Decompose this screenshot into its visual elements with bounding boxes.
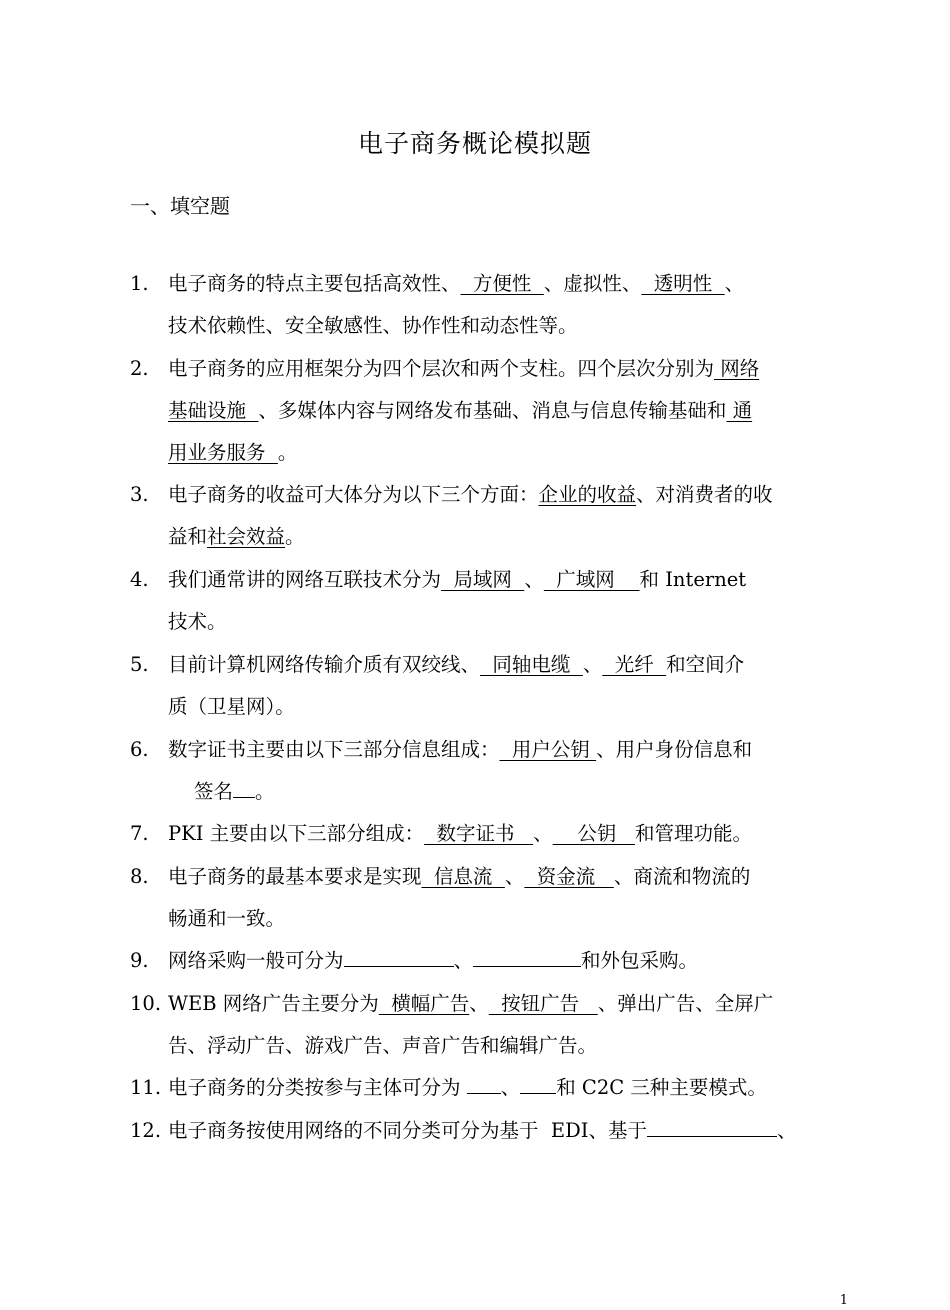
answer-blank: 光纤 bbox=[602, 653, 667, 676]
question-7 bbox=[130, 813, 850, 855]
question-number: 1. bbox=[130, 272, 149, 295]
answer-blank: 用户公钥 bbox=[499, 738, 597, 761]
question-text: 签名 bbox=[194, 780, 234, 803]
answer-blank: 企业的收益 bbox=[538, 483, 637, 506]
question-text: 电子商务的收益可大体分为以下三个方面： bbox=[168, 483, 539, 506]
question-text: 质（卫星网）。 bbox=[168, 695, 295, 718]
question-number: 5. bbox=[130, 653, 149, 676]
answer-blank: 透明性 bbox=[641, 272, 725, 295]
page-number: 1 bbox=[839, 1293, 848, 1308]
question-number: 12. bbox=[130, 1119, 162, 1142]
question-text: 和外包采购。 bbox=[581, 949, 699, 972]
question-text: 、弹出广告、全屏广 bbox=[597, 992, 774, 1015]
answer-blank bbox=[647, 1110, 777, 1137]
question-text: 网络采购一般可分为 bbox=[168, 949, 344, 972]
question-2 bbox=[130, 348, 850, 474]
question-number: 11. bbox=[130, 1076, 162, 1099]
answer-blank: 同轴电缆 bbox=[480, 653, 583, 676]
question-11 bbox=[130, 1067, 850, 1109]
answer-blank bbox=[467, 1067, 501, 1094]
question-4 bbox=[130, 559, 850, 643]
answer-blank: 公钥 bbox=[552, 822, 635, 845]
answer-blank: 横幅广告 bbox=[378, 992, 470, 1015]
question-3 bbox=[130, 474, 850, 558]
question-number: 10. bbox=[130, 992, 162, 1015]
question-number: 8. bbox=[130, 865, 149, 888]
question-text: 和 Internet bbox=[639, 568, 747, 591]
answer-blank: 通 bbox=[726, 399, 753, 422]
answer-blank: 方便性 bbox=[460, 272, 544, 295]
answer-blank: 信息流 bbox=[421, 865, 505, 888]
question-text: 、 bbox=[504, 865, 525, 888]
answer-blank bbox=[344, 940, 454, 967]
answer-blank: 社会效益 bbox=[207, 525, 286, 548]
answer-blank: 基础设施 bbox=[168, 399, 259, 422]
question-text: 和 C2C 三种主要模式。 bbox=[556, 1076, 767, 1099]
question-text: 、 bbox=[524, 568, 544, 591]
question-text: 益和 bbox=[168, 525, 208, 548]
question-text: 和管理功能。 bbox=[635, 822, 753, 845]
question-text: 、多媒体内容与网络发布基础、消息与信息传输基础和 bbox=[258, 399, 727, 422]
section-heading: 一、填空题 bbox=[130, 194, 230, 218]
question-number: 9. bbox=[130, 949, 149, 972]
question-text: 技术。 bbox=[168, 610, 227, 633]
question-text: 。 bbox=[285, 525, 305, 548]
question-text: 电子商务的分类按参与主体可分为 bbox=[168, 1076, 467, 1099]
question-5 bbox=[130, 644, 850, 728]
answer-blank: 按钮广告 bbox=[488, 992, 598, 1015]
question-text: 、用户身份信息和 bbox=[596, 738, 753, 761]
answer-blank: 局域网 bbox=[441, 568, 525, 591]
answer-blank: 广域网 bbox=[543, 568, 640, 591]
question-text: 、 bbox=[776, 1119, 797, 1142]
question-number: 4. bbox=[130, 568, 149, 591]
question-text: 电子商务的最基本要求是实现 bbox=[168, 865, 422, 888]
answer-blank bbox=[520, 1067, 556, 1094]
question-text: 技术依赖性、安全敏感性、协作性和动态性等。 bbox=[168, 314, 578, 337]
question-text: 电子商务按使用网络的不同分类可分为基于 EDI、基于 bbox=[168, 1119, 647, 1142]
question-text: PKI 主要由以下三部分组成： bbox=[168, 822, 425, 845]
question-8 bbox=[130, 856, 850, 940]
question-number: 2. bbox=[130, 357, 149, 380]
question-text: 、 bbox=[500, 1076, 521, 1099]
question-text: 、 bbox=[469, 992, 489, 1015]
question-text: 、对消费者的收 bbox=[636, 483, 773, 506]
answer-blank: 数字证书 bbox=[424, 822, 534, 845]
question-text: WEB 网络广告主要分为 bbox=[168, 992, 379, 1015]
question-number: 7. bbox=[130, 822, 149, 845]
question-number: 3. bbox=[130, 483, 149, 506]
answer-blank bbox=[233, 771, 255, 798]
page-title: 电子商务概论模拟题 bbox=[357, 129, 592, 158]
question-text: 告、浮动广告、游戏广告、声音广告和编辑广告。 bbox=[168, 1034, 598, 1057]
answer-blank: 网络 bbox=[714, 357, 760, 380]
question-1 bbox=[130, 263, 850, 347]
question-text: 、 bbox=[582, 653, 603, 676]
question-number: 6. bbox=[130, 738, 149, 761]
question-6: 6. 数字证书主要由以下三部分信息组成： 用户公钥 、用户身份信息和 签名 。 bbox=[130, 729, 850, 813]
question-12 bbox=[130, 1110, 850, 1152]
question-text: 电子商务的特点主要包括高效性、 bbox=[168, 272, 461, 295]
question-text: 。 bbox=[277, 441, 298, 464]
question-text: 数字证书主要由以下三部分信息组成： bbox=[168, 738, 500, 761]
question-text: 、 bbox=[724, 272, 745, 295]
question-text: 我们通常讲的网络互联技术分为 bbox=[168, 568, 442, 591]
question-9 bbox=[130, 940, 850, 982]
question-text: 、 bbox=[533, 822, 553, 845]
question-text: 目前计算机网络传输介质有双绞线、 bbox=[168, 653, 481, 676]
question-10 bbox=[130, 983, 850, 1067]
answer-blank: 用业务服务 bbox=[168, 441, 278, 464]
question-text: 、虚拟性、 bbox=[543, 272, 642, 295]
question-text: 和空间介 bbox=[666, 653, 745, 676]
answer-blank bbox=[473, 940, 581, 967]
question-text: 畅通和一致。 bbox=[168, 907, 286, 930]
answer-blank: 资金流 bbox=[524, 865, 614, 888]
question-text: 电子商务的应用框架分为四个层次和两个支柱。四个层次分别为 bbox=[168, 357, 715, 380]
question-text: 、商流和物流的 bbox=[613, 865, 751, 888]
question-text: 、 bbox=[453, 949, 474, 972]
